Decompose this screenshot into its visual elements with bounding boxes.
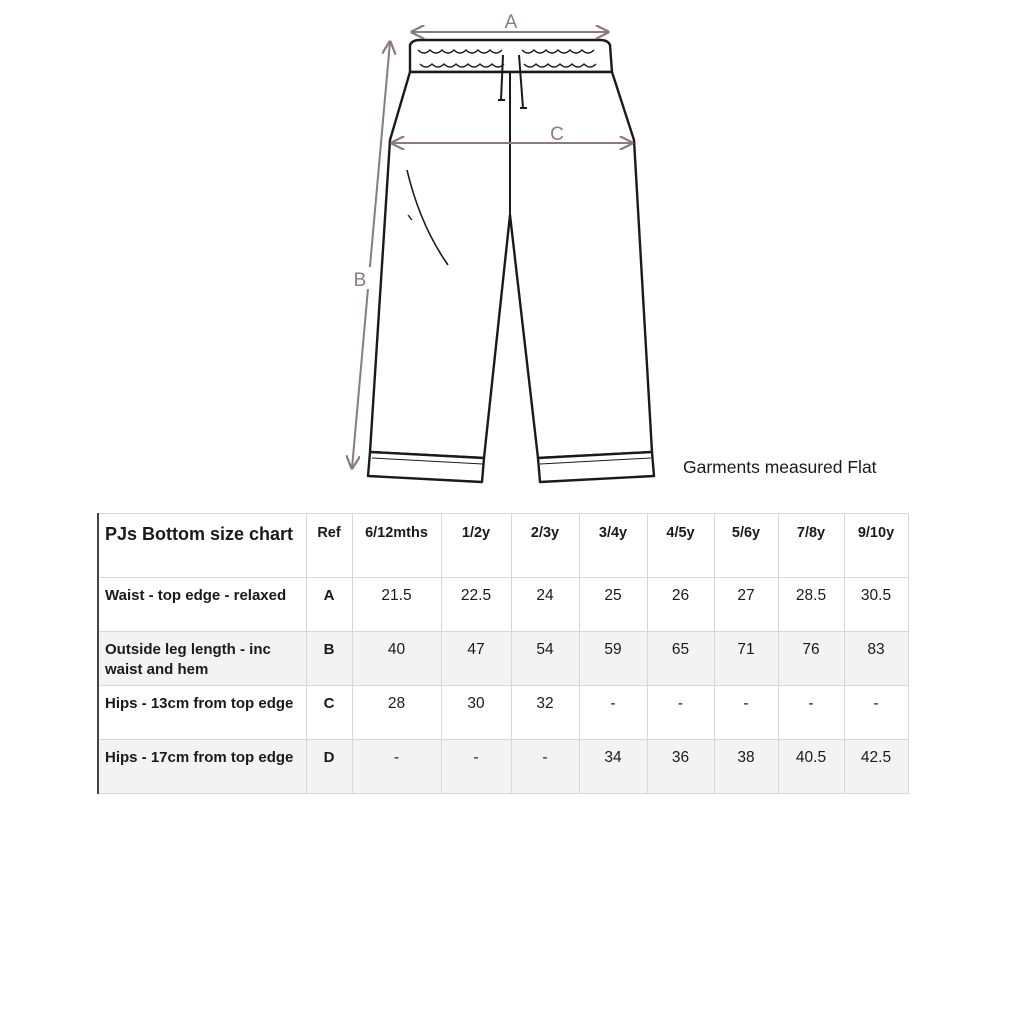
table-cell: -: [441, 740, 511, 794]
table-cell: 22.5: [441, 578, 511, 632]
table-cell: 65: [647, 632, 714, 686]
size-chart-table: [97, 513, 909, 794]
table-row: [98, 740, 908, 794]
dimension-a-label: A: [504, 12, 518, 33]
table-cell: -: [647, 686, 714, 740]
table-cell: 40.5: [778, 740, 844, 794]
table-cell: 28.5: [778, 578, 844, 632]
table-cell: -: [714, 686, 778, 740]
table-cell: 76: [778, 632, 844, 686]
table-cell: 27: [714, 578, 778, 632]
table-cell: -: [352, 740, 441, 794]
table-cell: 36: [647, 740, 714, 794]
row-ref: A: [306, 578, 352, 632]
row-label: Hips - 17cm from top edge: [98, 740, 306, 794]
table-cell: 30.5: [844, 578, 908, 632]
table-cell: 54: [511, 632, 579, 686]
size-header: 1/2y: [441, 514, 511, 578]
table-cell: 47: [441, 632, 511, 686]
size-header: 7/8y: [778, 514, 844, 578]
table-cell: 71: [714, 632, 778, 686]
table-cell: -: [778, 686, 844, 740]
table-cell: 34: [579, 740, 647, 794]
size-header: 6/12mths: [352, 514, 441, 578]
row-ref: D: [306, 740, 352, 794]
table-row: [98, 578, 908, 632]
table-cell: 24: [511, 578, 579, 632]
table-cell: 38: [714, 740, 778, 794]
ref-header: Ref: [306, 514, 352, 578]
table-cell: 42.5: [844, 740, 908, 794]
size-header: 4/5y: [647, 514, 714, 578]
table-row: [98, 632, 908, 686]
table-cell: 26: [647, 578, 714, 632]
measured-flat-note: Garments measured Flat: [683, 457, 877, 477]
dimension-b-label: B: [353, 270, 367, 291]
table-cell: -: [844, 686, 908, 740]
row-ref: B: [306, 632, 352, 686]
table-cell: 30: [441, 686, 511, 740]
row-label: Waist - top edge - relaxed: [98, 578, 306, 632]
table-cell: -: [511, 740, 579, 794]
dimension-c-label: C: [550, 124, 564, 145]
table-cell: 25: [579, 578, 647, 632]
table-cell: 40: [352, 632, 441, 686]
table-row: [98, 686, 908, 740]
row-ref: C: [306, 686, 352, 740]
size-header: 5/6y: [714, 514, 778, 578]
table-cell: 83: [844, 632, 908, 686]
table-cell: 32: [511, 686, 579, 740]
size-header: 2/3y: [511, 514, 579, 578]
table-title: PJs Bottom size chart: [98, 514, 306, 578]
row-label: Hips - 13cm from top edge: [98, 686, 306, 740]
size-header: 3/4y: [579, 514, 647, 578]
size-header: 9/10y: [844, 514, 908, 578]
row-label: Outside leg length - inc waist and hem: [98, 632, 306, 686]
table-cell: -: [579, 686, 647, 740]
table-header-row: [98, 514, 908, 578]
right-hem-cuff: [538, 452, 654, 482]
pants-measurement-diagram: [0, 0, 1033, 500]
table-cell: 21.5: [352, 578, 441, 632]
table-cell: 28: [352, 686, 441, 740]
table-cell: 59: [579, 632, 647, 686]
left-hem-cuff: [368, 452, 484, 482]
